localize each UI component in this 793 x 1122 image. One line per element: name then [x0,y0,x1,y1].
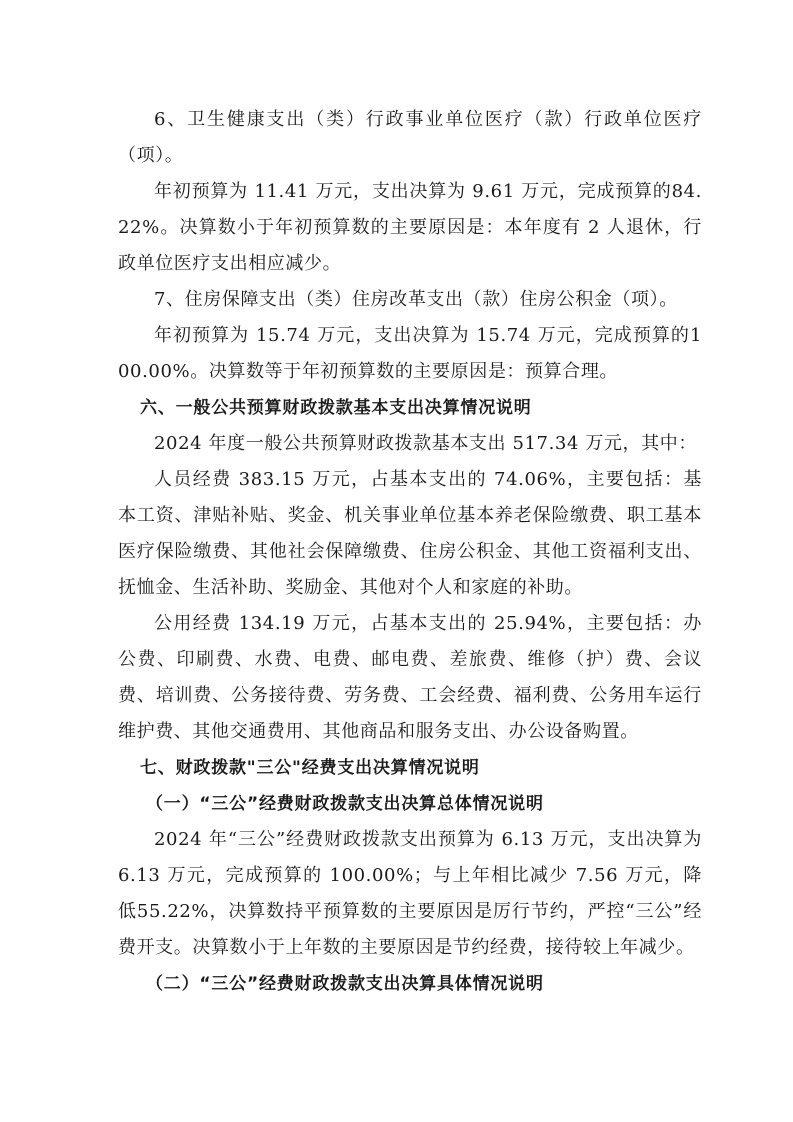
paragraph-health-expenditure-detail: 年初预算为 11.41 万元，支出决算为 9.61 万元，完成预算的84.22%。决算数小于年初预算数的主要原因是：本年度有 2 人退休，行政单位医疗支出相应减少。 [118,181,702,274]
subsection-heading-specific: （二）“三公”经费财政拨款支出决算具体情况说明 [146,974,544,994]
paragraph-housing-expenditure-detail: 年初预算为 15.74 万元，支出决算为 15.74 万元，完成预算的100.00%。决算数等于年初预算数的主要原因是：预算合理。 [118,325,702,382]
paragraph-health-expenditure-item: 6、卫生健康支出（类）行政事业单位医疗（款）行政单位医疗（项）。 [118,109,702,166]
document-body [118,102,702,1002]
subsection-heading-overall: （一）“三公”经费财政拨款支出决算总体情况说明 [146,794,544,814]
paragraph-basic-expenditure-total: 2024 年度一般公共预算财政拨款基本支出 517.34 万元，其中： [154,433,697,454]
paragraph-three-public-overall: 2024 年“三公”经费财政拨款支出预算为 6.13 万元，支出决算为 6.13 万元，完成预算的 100.00%；与上年相比减少 7.56 万元，降低55.22%，决算数持平预算数的主要原因是厉行节约，严控“三公”经费开支。决算数小于上年数的主要原因是节约经费，接待较上年减少。 [118,829,702,958]
paragraph-personnel-expenses: 人员经费 383.15 万元，占基本支出的 74.06%，主要包括：基本工资、津贴补贴、奖金、机关事业单位基本养老保险缴费、职工基本医疗保险缴费、其他社会保障缴费、住房公积金、其他工资福利支出、抚恤金、生活补助、奖励金、其他对个人和家庭的补助。 [118,469,702,598]
paragraph-housing-expenditure-item: 7、住房保障支出（类）住房改革支出（款）住房公积金（项）。 [154,289,678,310]
section-heading-three-public-expenses: 七、财政拨款"三公"经费支出决算情况说明 [140,758,480,778]
section-heading-basic-expenditure: 六、一般公共预算财政拨款基本支出决算情况说明 [140,398,532,418]
paragraph-public-expenses: 公用经费 134.19 万元，占基本支出的 25.94%，主要包括：办公费、印刷费、水费、电费、邮电费、差旅费、维修（护）费、会议费、培训费、公务接待费、劳务费、工会经费、福利费、公务用车运行维护费、其他交通费用、其他商品和服务支出、办公设备购置。 [118,613,702,742]
